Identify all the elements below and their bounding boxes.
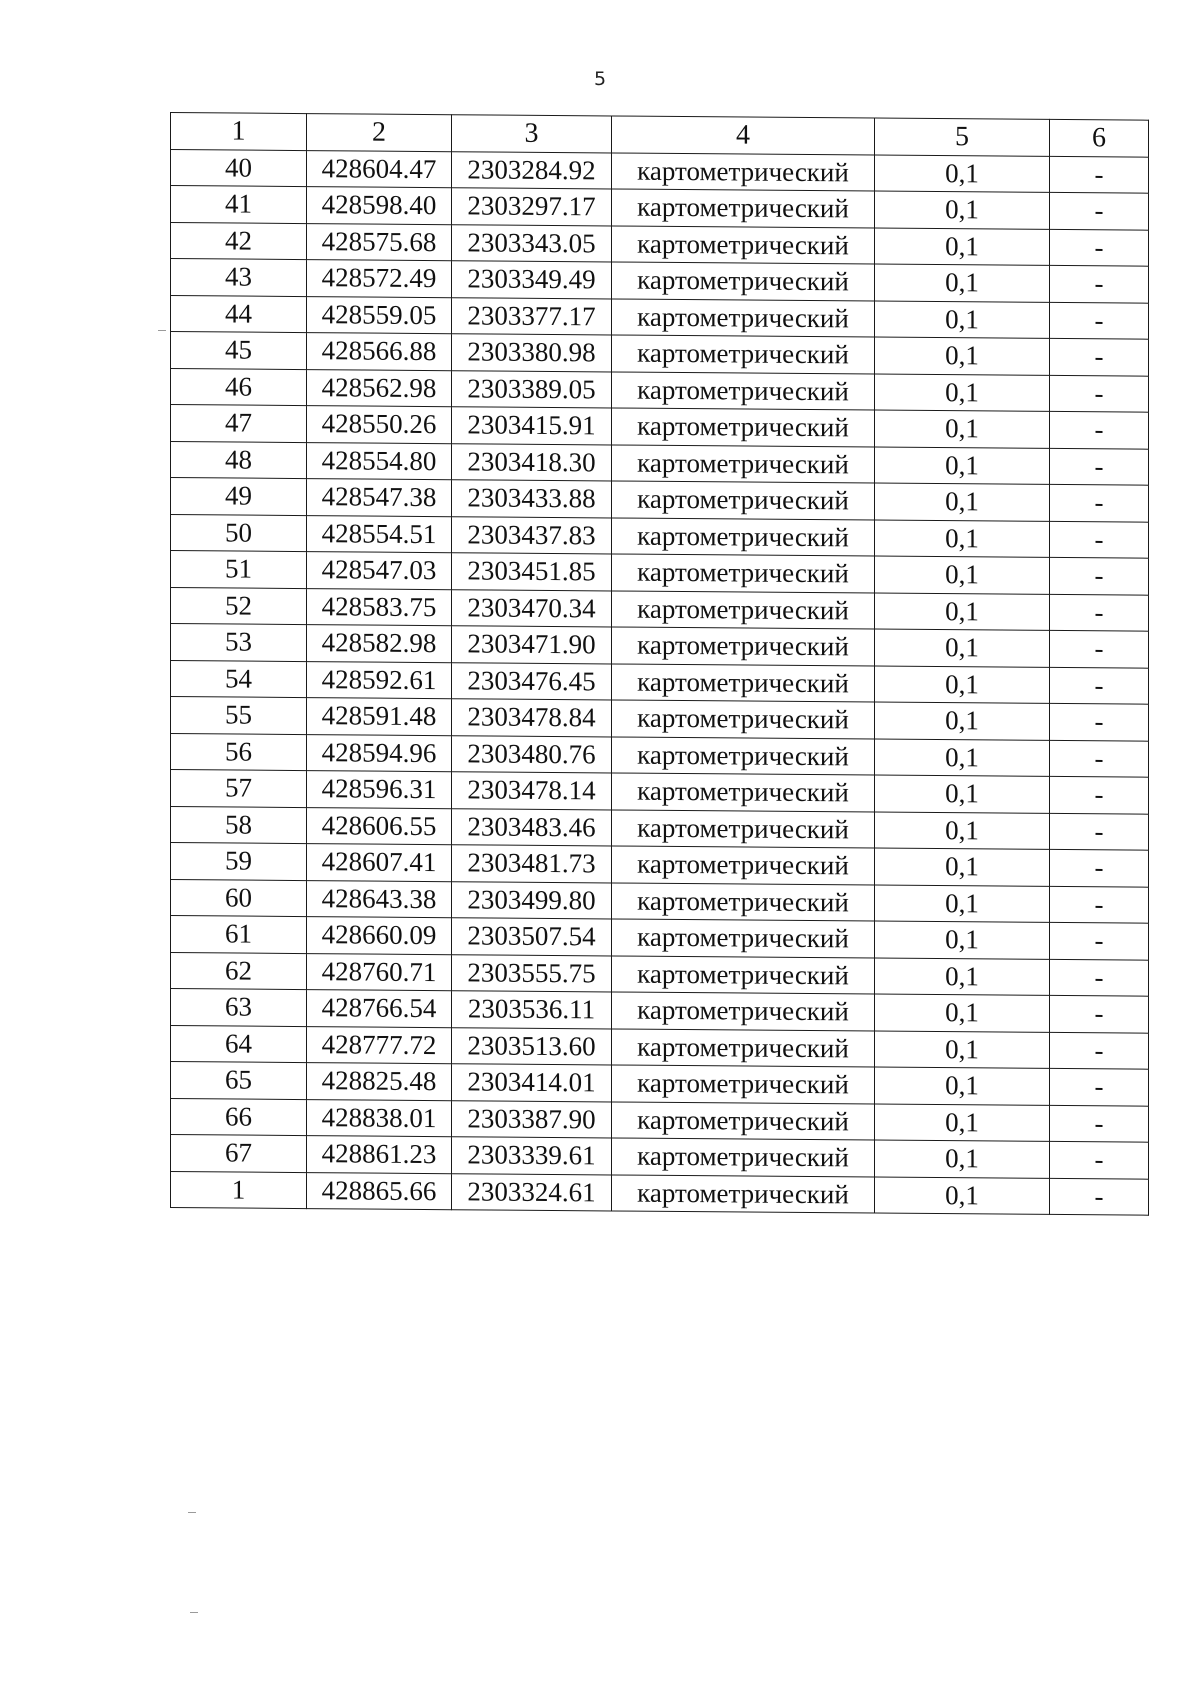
cell-y-coordinate: 2303470.34 <box>452 589 612 627</box>
cell-point-number: 65 <box>171 1062 307 1100</box>
cell-point-number: 40 <box>171 149 307 187</box>
cell-point-number: 46 <box>171 368 307 406</box>
cell-description: - <box>1050 448 1149 485</box>
cell-y-coordinate: 2303377.17 <box>452 297 612 335</box>
cell-point-number: 44 <box>171 295 307 333</box>
cell-point-number: 47 <box>171 405 307 443</box>
cell-y-coordinate: 2303478.14 <box>452 772 612 810</box>
cell-description: - <box>1050 703 1149 740</box>
cell-x-coordinate: 428562.98 <box>307 369 452 407</box>
cell-accuracy: 0,1 <box>875 994 1050 1032</box>
cell-method: картометрический <box>612 481 875 520</box>
column-header-5: 5 <box>875 118 1050 156</box>
cell-y-coordinate: 2303513.60 <box>452 1027 612 1065</box>
cell-accuracy: 0,1 <box>875 191 1050 229</box>
cell-point-number: 42 <box>171 222 307 260</box>
cell-x-coordinate: 428566.88 <box>307 333 452 371</box>
cell-description: - <box>1050 667 1149 704</box>
cell-method: картометрический <box>612 152 875 191</box>
cell-description: - <box>1050 375 1149 412</box>
cell-accuracy: 0,1 <box>875 775 1050 813</box>
cell-method: картометрический <box>612 846 875 885</box>
cell-y-coordinate: 2303343.05 <box>452 224 612 262</box>
cell-point-number: 50 <box>171 514 307 552</box>
cell-point-number: 54 <box>171 660 307 698</box>
cell-y-coordinate: 2303451.85 <box>452 553 612 591</box>
cell-description: - <box>1050 1141 1149 1178</box>
cell-y-coordinate: 2303297.17 <box>452 188 612 226</box>
page-number-text: 5 <box>593 68 607 90</box>
cell-accuracy: 0,1 <box>875 374 1050 412</box>
cell-method: картометрический <box>612 882 875 921</box>
cell-accuracy: 0,1 <box>875 337 1050 375</box>
cell-accuracy: 0,1 <box>875 447 1050 485</box>
cell-y-coordinate: 2303339.61 <box>452 1137 612 1175</box>
page-number <box>0 68 1200 90</box>
cell-x-coordinate: 428554.80 <box>307 442 452 480</box>
table-row <box>171 1171 1149 1215</box>
scan-mark <box>158 330 166 331</box>
cell-method: картометрический <box>612 1101 875 1140</box>
cell-accuracy: 0,1 <box>875 1031 1050 1069</box>
column-header-3: 3 <box>452 115 612 153</box>
cell-y-coordinate: 2303389.05 <box>452 370 612 408</box>
cell-x-coordinate: 428554.51 <box>307 515 452 553</box>
cell-method: картометрический <box>612 444 875 483</box>
cell-x-coordinate: 428606.55 <box>307 807 452 845</box>
scan-mark <box>188 1512 196 1513</box>
cell-method: картометрический <box>612 1028 875 1067</box>
cell-x-coordinate: 428598.40 <box>307 187 452 225</box>
cell-x-coordinate: 428596.31 <box>307 771 452 809</box>
cell-x-coordinate: 428777.72 <box>307 1026 452 1064</box>
cell-x-coordinate: 428861.23 <box>307 1136 452 1174</box>
cell-point-number: 51 <box>171 551 307 589</box>
cell-point-number: 64 <box>171 1025 307 1063</box>
cell-point-number: 62 <box>171 952 307 990</box>
cell-description: - <box>1050 338 1149 375</box>
column-header-6: 6 <box>1050 119 1149 156</box>
cell-accuracy: 0,1 <box>875 410 1050 448</box>
cell-accuracy: 0,1 <box>875 739 1050 777</box>
scan-mark <box>190 1612 198 1613</box>
cell-description: - <box>1050 229 1149 266</box>
cell-method: картометрический <box>612 773 875 812</box>
cell-method: картометрический <box>612 554 875 593</box>
cell-point-number: 56 <box>171 733 307 771</box>
cell-description: - <box>1050 302 1149 339</box>
cell-accuracy: 0,1 <box>875 593 1050 631</box>
cell-accuracy: 0,1 <box>875 264 1050 302</box>
cell-point-number: 60 <box>171 879 307 917</box>
cell-method: картометрический <box>612 627 875 666</box>
cell-x-coordinate: 428604.47 <box>307 150 452 188</box>
cell-description: - <box>1050 1032 1149 1069</box>
cell-y-coordinate: 2303476.45 <box>452 662 612 700</box>
cell-method: картометрический <box>612 700 875 739</box>
cell-description: - <box>1050 156 1149 193</box>
cell-description: - <box>1050 922 1149 959</box>
cell-method: картометрический <box>612 262 875 301</box>
cell-y-coordinate: 2303471.90 <box>452 626 612 664</box>
cell-method: картометрический <box>612 663 875 702</box>
cell-y-coordinate: 2303478.84 <box>452 699 612 737</box>
cell-method: картометрический <box>612 298 875 337</box>
cell-method: картометрический <box>612 1138 875 1177</box>
cell-x-coordinate: 428582.98 <box>307 625 452 663</box>
cell-accuracy: 0,1 <box>875 155 1050 193</box>
cell-description: - <box>1050 1105 1149 1142</box>
cell-description: - <box>1050 959 1149 996</box>
cell-y-coordinate: 2303380.98 <box>452 334 612 372</box>
cell-y-coordinate: 2303433.88 <box>452 480 612 518</box>
cell-description: - <box>1050 813 1149 850</box>
cell-description: - <box>1050 849 1149 886</box>
cell-x-coordinate: 428865.66 <box>307 1172 452 1210</box>
cell-point-number: 45 <box>171 332 307 370</box>
cell-method: картометрический <box>612 225 875 264</box>
cell-description: - <box>1050 192 1149 229</box>
cell-y-coordinate: 2303415.91 <box>452 407 612 445</box>
cell-description: - <box>1050 1068 1149 1105</box>
cell-method: картометрический <box>612 736 875 775</box>
coordinates-table <box>170 112 1149 1216</box>
cell-point-number: 49 <box>171 478 307 516</box>
cell-x-coordinate: 428547.03 <box>307 552 452 590</box>
cell-accuracy: 0,1 <box>875 1104 1050 1142</box>
cell-x-coordinate: 428592.61 <box>307 661 452 699</box>
cell-y-coordinate: 2303349.49 <box>452 261 612 299</box>
cell-point-number: 52 <box>171 587 307 625</box>
cell-description: - <box>1050 886 1149 923</box>
cell-method: картометрический <box>612 371 875 410</box>
cell-accuracy: 0,1 <box>875 1177 1050 1215</box>
cell-method: картометрический <box>612 1174 875 1213</box>
cell-point-number: 58 <box>171 806 307 844</box>
cell-description: - <box>1050 521 1149 558</box>
cell-x-coordinate: 428547.38 <box>307 479 452 517</box>
cell-x-coordinate: 428825.48 <box>307 1063 452 1101</box>
cell-accuracy: 0,1 <box>875 483 1050 521</box>
cell-method: картометрический <box>612 590 875 629</box>
cell-accuracy: 0,1 <box>875 520 1050 558</box>
cell-y-coordinate: 2303555.75 <box>452 954 612 992</box>
cell-description: - <box>1050 484 1149 521</box>
cell-y-coordinate: 2303387.90 <box>452 1100 612 1138</box>
cell-point-number: 66 <box>171 1098 307 1136</box>
cell-y-coordinate: 2303499.80 <box>452 881 612 919</box>
cell-method: картометрический <box>612 1065 875 1104</box>
cell-x-coordinate: 428643.38 <box>307 880 452 918</box>
cell-x-coordinate: 428594.96 <box>307 734 452 772</box>
cell-accuracy: 0,1 <box>875 885 1050 923</box>
cell-point-number: 48 <box>171 441 307 479</box>
cell-method: картометрический <box>612 809 875 848</box>
cell-x-coordinate: 428660.09 <box>307 917 452 955</box>
cell-y-coordinate: 2303481.73 <box>452 845 612 883</box>
cell-method: картометрический <box>612 408 875 447</box>
cell-method: картометрический <box>612 189 875 228</box>
cell-y-coordinate: 2303284.92 <box>452 151 612 189</box>
cell-x-coordinate: 428766.54 <box>307 990 452 1028</box>
cell-description: - <box>1050 265 1149 302</box>
cell-accuracy: 0,1 <box>875 666 1050 704</box>
cell-accuracy: 0,1 <box>875 921 1050 959</box>
cell-y-coordinate: 2303418.30 <box>452 443 612 481</box>
cell-point-number: 55 <box>171 697 307 735</box>
cell-point-number: 67 <box>171 1135 307 1173</box>
cell-method: картометрический <box>612 955 875 994</box>
cell-description: - <box>1050 776 1149 813</box>
cell-description: - <box>1050 995 1149 1032</box>
cell-accuracy: 0,1 <box>875 848 1050 886</box>
cell-description: - <box>1050 557 1149 594</box>
cell-description: - <box>1050 740 1149 777</box>
cell-y-coordinate: 2303414.01 <box>452 1064 612 1102</box>
cell-x-coordinate: 428760.71 <box>307 953 452 991</box>
cell-x-coordinate: 428607.41 <box>307 844 452 882</box>
cell-method: картометрический <box>612 517 875 556</box>
cell-point-number: 59 <box>171 843 307 881</box>
cell-method: картометрический <box>612 992 875 1031</box>
cell-point-number: 63 <box>171 989 307 1027</box>
cell-accuracy: 0,1 <box>875 228 1050 266</box>
cell-accuracy: 0,1 <box>875 1140 1050 1178</box>
cell-accuracy: 0,1 <box>875 958 1050 996</box>
cell-accuracy: 0,1 <box>875 301 1050 339</box>
cell-accuracy: 0,1 <box>875 1067 1050 1105</box>
cell-method: картометрический <box>612 919 875 958</box>
cell-x-coordinate: 428550.26 <box>307 406 452 444</box>
cell-y-coordinate: 2303324.61 <box>452 1173 612 1211</box>
cell-x-coordinate: 428838.01 <box>307 1099 452 1137</box>
cell-x-coordinate: 428583.75 <box>307 588 452 626</box>
cell-point-number: 41 <box>171 186 307 224</box>
cell-x-coordinate: 428572.49 <box>307 260 452 298</box>
cell-point-number: 53 <box>171 624 307 662</box>
cell-description: - <box>1050 1178 1149 1215</box>
cell-method: картометрический <box>612 335 875 374</box>
cell-accuracy: 0,1 <box>875 702 1050 740</box>
cell-y-coordinate: 2303483.46 <box>452 808 612 846</box>
cell-x-coordinate: 428591.48 <box>307 698 452 736</box>
column-header-2: 2 <box>307 114 452 152</box>
cell-point-number: 43 <box>171 259 307 297</box>
column-header-1: 1 <box>171 113 307 151</box>
cell-accuracy: 0,1 <box>875 629 1050 667</box>
cell-y-coordinate: 2303480.76 <box>452 735 612 773</box>
cell-y-coordinate: 2303536.11 <box>452 991 612 1029</box>
cell-y-coordinate: 2303507.54 <box>452 918 612 956</box>
cell-point-number: 57 <box>171 770 307 808</box>
cell-point-number: 1 <box>171 1171 307 1209</box>
cell-accuracy: 0,1 <box>875 812 1050 850</box>
cell-description: - <box>1050 594 1149 631</box>
cell-x-coordinate: 428575.68 <box>307 223 452 261</box>
cell-description: - <box>1050 411 1149 448</box>
cell-accuracy: 0,1 <box>875 556 1050 594</box>
cell-description: - <box>1050 630 1149 667</box>
cell-point-number: 61 <box>171 916 307 954</box>
cell-x-coordinate: 428559.05 <box>307 296 452 334</box>
column-header-4: 4 <box>612 116 875 155</box>
cell-y-coordinate: 2303437.83 <box>452 516 612 554</box>
table-body <box>171 149 1149 1215</box>
